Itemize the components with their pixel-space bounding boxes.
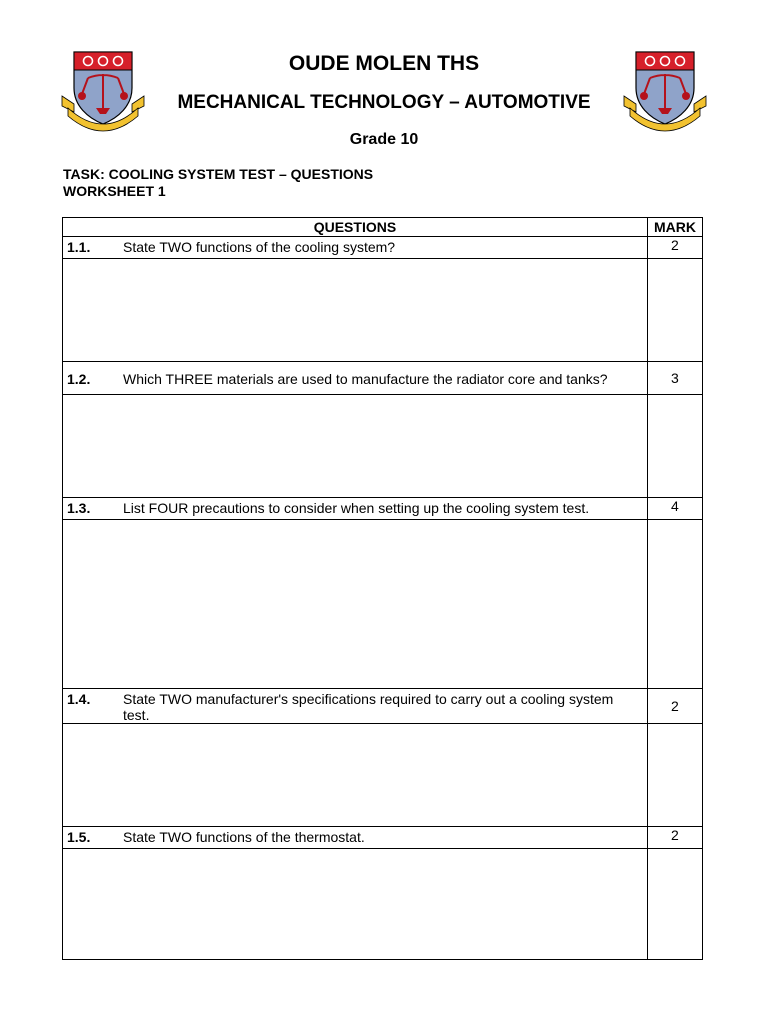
table-header-row — [63, 218, 703, 237]
answer-space[interactable] — [63, 395, 648, 498]
question-mark: 2 — [647, 689, 702, 724]
question-number: 1.5. — [67, 829, 91, 845]
answer-row-1-3 — [63, 520, 703, 689]
task-title: TASK: COOLING SYSTEM TEST – QUESTIONS — [63, 166, 374, 182]
question-mark: 4 — [647, 498, 702, 520]
question-number: 1.3. — [67, 500, 91, 516]
questions-table — [62, 217, 703, 960]
grade-label: Grade 10 — [349, 131, 419, 148]
question-number: 1.4. — [67, 691, 91, 707]
worksheet-label: WORKSHEET 1 — [63, 183, 166, 199]
question-text: State TWO functions of the thermostat. — [123, 829, 365, 845]
question-mark: 2 — [647, 237, 702, 259]
question-number: 1.2. — [67, 371, 91, 387]
mark-space — [647, 259, 702, 362]
mark-space — [647, 724, 702, 827]
question-text: Which THREE materials are used to manufacture the radiator core and tanks? — [123, 371, 608, 387]
question-mark: 3 — [647, 362, 702, 395]
answer-space[interactable] — [63, 520, 648, 689]
mark-space — [647, 520, 702, 689]
answer-row-1-2 — [63, 395, 703, 498]
question-text: State TWO functions of the cooling system? — [123, 239, 396, 255]
answer-row-1-5 — [63, 849, 703, 960]
question-row-1-3 — [63, 498, 703, 520]
question-text: State TWO manufacturer's specifications required to carry out a cooling system test. — [123, 691, 614, 723]
subject-title: MECHANICAL TECHNOLOGY – AUTOMOTIVE — [177, 92, 591, 113]
mark-space — [647, 395, 702, 498]
question-mark: 2 — [647, 827, 702, 849]
question-text: List FOUR precautions to consider when setting up the cooling system test. — [123, 500, 590, 516]
answer-row-1-1 — [63, 259, 703, 362]
answer-row-1-4 — [63, 724, 703, 827]
mark-column-header: MARK — [647, 218, 702, 237]
question-row-1-5 — [63, 827, 703, 849]
question-row-1-4 — [63, 689, 703, 724]
answer-space[interactable] — [63, 849, 648, 960]
questions-column-header: QUESTIONS — [63, 218, 648, 237]
mark-space — [647, 849, 702, 960]
school-name: OUDE MOLEN THS — [288, 52, 480, 75]
question-row-1-1 — [63, 237, 703, 259]
question-number: 1.1. — [67, 239, 91, 255]
answer-space[interactable] — [63, 724, 648, 827]
question-row-1-2 — [63, 362, 703, 395]
answer-space[interactable] — [63, 259, 648, 362]
